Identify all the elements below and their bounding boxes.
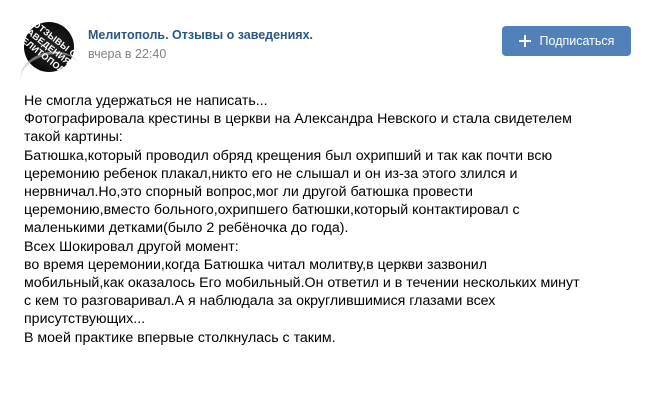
post-text-line: Не смогла удержаться не написать... <box>24 93 268 109</box>
post-text-line: присутствующих... <box>24 311 146 328</box>
post-text-line: с кем то разговаривал.А я наблюдала за округлившимися глазами всех <box>24 293 496 310</box>
post-text-line: мобильный,как оказалось Его мобильный.Он ответил и в течении нескольких минут <box>24 275 580 292</box>
post-text-line: Всех Шокировал другой момент: <box>24 238 239 255</box>
avatar-logo-text: ОТЗЫВЫ О ЗАВЕДЕНИЯХ МЕЛИТОПОЛЬ <box>13 18 80 80</box>
community-name-link[interactable]: Мелитополь. Отзывы о заведениях. <box>88 28 314 42</box>
post-text-line: маленькими детками(было 2 ребёночка до года). <box>24 220 349 237</box>
post-text-line: Фотографировала крестины в церкви на Александра Невского и стала свидетелем <box>24 111 572 128</box>
post-text-line: такой картины: <box>24 129 123 146</box>
post-text-line: нервничал.Но,это спорный вопрос,мог ли другой батюшка провести <box>24 184 473 201</box>
subscribe-button[interactable] <box>502 26 631 56</box>
subscribe-label: Подписаться <box>539 34 615 48</box>
post-text <box>24 92 644 347</box>
post-timestamp-link[interactable]: вчера в 22:40 <box>88 47 167 61</box>
post-text-line: Батюшка,который проводил обряд крещения был охрипший и так как почти всю <box>24 147 553 164</box>
community-avatar[interactable] <box>13 18 80 80</box>
post-text-line: церемонию ребенок плакал,никто его не слышал и он из-за этого злился и <box>24 165 518 182</box>
post-text-line: В моей практике впервые столкнулась с таким. <box>24 329 336 346</box>
post-text-line: церемонию,вместо больного,охрипшего батюшки,который контактировал с <box>24 202 520 219</box>
post-text-line: во время церемонии,когда Батюшка читал молитву,в церкви зазвонил <box>24 256 488 273</box>
plus-icon <box>519 35 531 47</box>
